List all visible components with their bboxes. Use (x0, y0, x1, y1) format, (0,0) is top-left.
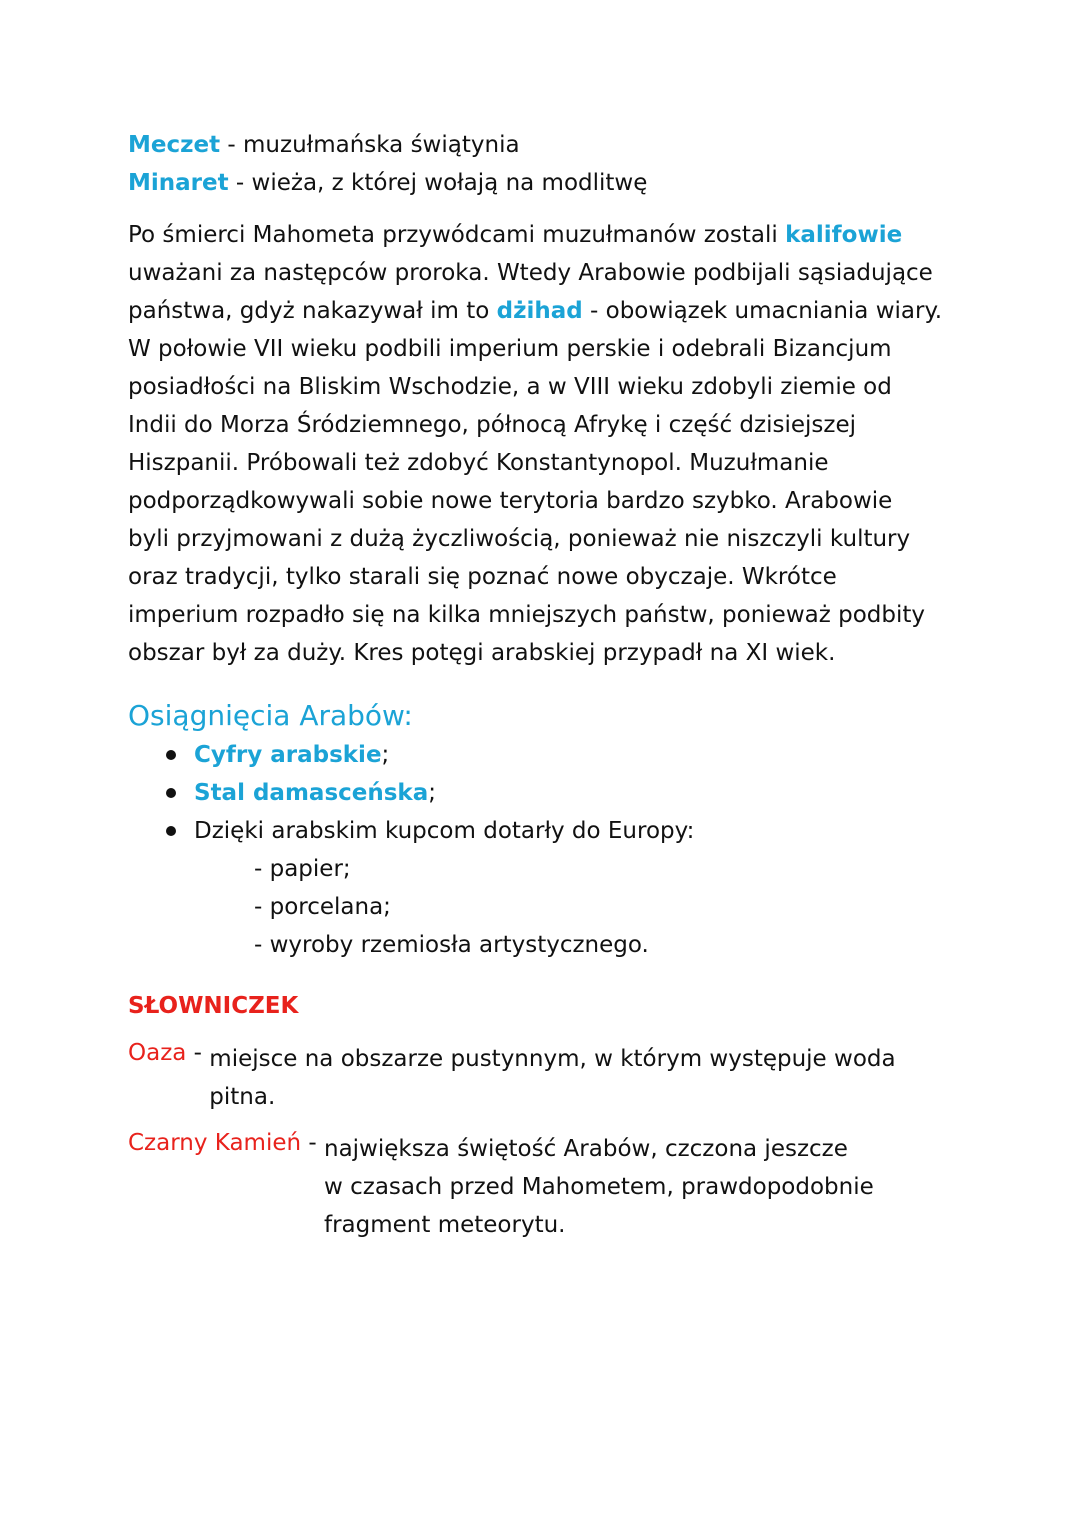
bullet-icon (166, 826, 176, 836)
term-minaret: Minaret - wieża, z której wołają na modlitwę (128, 170, 648, 196)
term-definition: muzułmańska świątynia (243, 132, 520, 158)
term-label: Minaret (128, 170, 229, 196)
achievements-list (128, 736, 958, 850)
achievements-heading: Osiągnięcia Arabów: (128, 699, 413, 732)
glossary-term: Czarny Kamień (128, 1130, 302, 1156)
glossary-title: SŁOWNICZEK (128, 993, 299, 1019)
document-page (128, 126, 958, 1244)
sublist-item: - papier; (254, 856, 351, 882)
list-item: Dzięki arabskim kupcom dotarły do Europy: (164, 812, 958, 850)
bullet-icon (166, 750, 176, 760)
term-label: Meczet (128, 132, 221, 158)
term-meczet: Meczet - muzułmańska świątynia (128, 132, 520, 158)
sublist-item: - porcelana; (254, 894, 391, 920)
glossary-entry-czarny-kamien: Czarny Kamień - największa świętość Arabów, czczona jeszcze w czasach przed Mahometem, prawdopodobnie fragment meteorytu. (128, 1130, 958, 1244)
glossary-definition: miejsce na obszarze pustynnym, w którym występuje woda pitna. (209, 1046, 896, 1110)
sublist-item: - wyroby rzemiosła artystycznego. (254, 932, 649, 958)
term-definition: wieża, z której wołają na modlitwę (251, 170, 648, 196)
list-item: Stal damasceńska; (164, 774, 958, 812)
history-paragraph: Po śmierci Mahometa przywódcami muzułmanów zostali kalifowie uważani za następców proroka. Wtedy Arabowie podbijali sąsiadujące państwa, gdyż nakazywał im to dżihad - obowiązek umacniania wiary. W połowie VII wieku podbili imperium perskie i odebrali Bizancjum posiadłości na Bliskim Wschodzie, a w VIII wieku zdobyli ziemie od Indii do Morza Śródziemnego, północą Afrykę i część dzisiejszej Hiszpanii. Próbowali też zdobyć Konstantynopol. Muzułmanie podporządkowywali sobie nowe terytoria bardzo szybko. Arabowie byli przyjmowani z dużą życzliwością, ponieważ nie niszczyli kultury oraz tradycji, tylko starali się poznać nowe obyczaje. Wkrótce imperium rozpadło się na kilka mniejszych państw, ponieważ podbity obszar był za duży. Kres potęgi arabskiej przypadł na XI wiek. (128, 222, 943, 666)
keyword-dzihad: dżihad (496, 298, 583, 324)
imports-sublist (128, 850, 958, 964)
bullet-icon (166, 788, 176, 798)
list-item: Cyfry arabskie; (164, 736, 958, 774)
glossary-definition: największa świętość Arabów, czczona jeszcze w czasach przed Mahometem, prawdopodobnie fragment meteorytu. (324, 1136, 874, 1238)
keyword-kalifowie: kalifowie (785, 222, 903, 248)
glossary-term: Oaza (128, 1040, 187, 1066)
glossary-entry-oaza: Oaza - miejsce na obszarze pustynnym, w którym występuje woda pitna. (128, 1040, 958, 1116)
